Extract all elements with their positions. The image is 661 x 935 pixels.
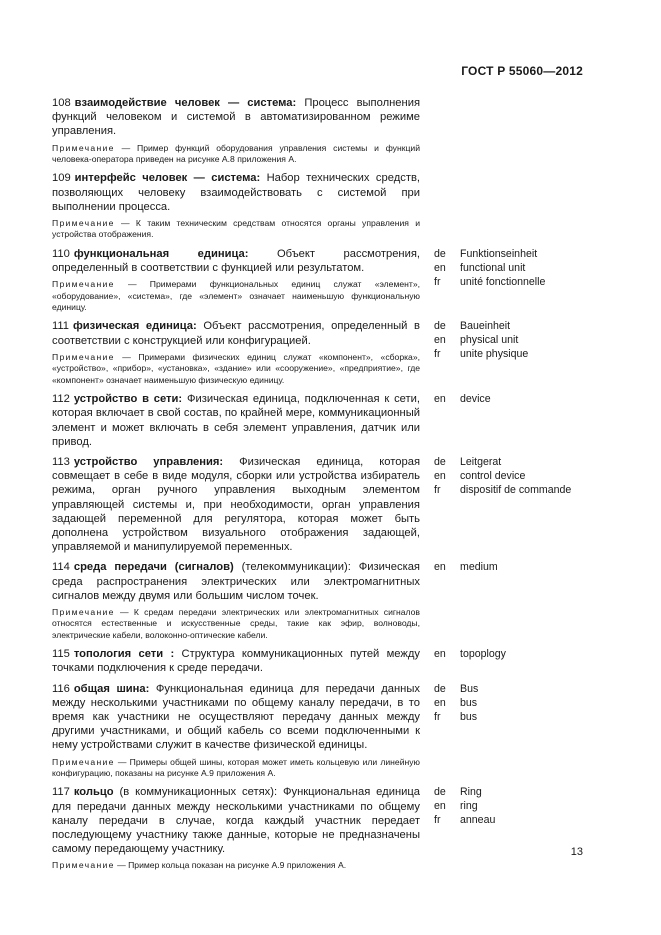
note xyxy=(52,757,420,780)
note-label: Примечание xyxy=(52,606,115,617)
translation-row xyxy=(434,261,588,275)
translated-term: bus xyxy=(460,696,478,709)
language-code: en xyxy=(434,696,446,709)
language-code: en xyxy=(434,800,446,813)
definition xyxy=(52,785,420,871)
term-number: 109 xyxy=(52,172,71,185)
term-entry xyxy=(52,455,588,554)
term-name: функциональная единица: xyxy=(73,247,249,260)
language-code: en xyxy=(434,648,446,661)
term-name: среда передачи (сигналов) xyxy=(73,561,234,574)
definition-text xyxy=(52,785,420,856)
definition xyxy=(52,319,420,386)
translated-term: control device xyxy=(460,469,526,482)
term-number: 113 xyxy=(52,455,70,468)
definition xyxy=(52,647,420,675)
note-text: — Пример кольца показан на рисунке А.9 приложения А. xyxy=(117,860,347,871)
definition xyxy=(52,96,420,165)
translation-row xyxy=(434,647,588,661)
translation-row xyxy=(434,813,588,827)
term-name: общая шина: xyxy=(73,682,150,695)
term-entry xyxy=(52,647,588,675)
translation-row xyxy=(434,455,588,469)
term-number: 110 xyxy=(52,247,70,260)
translated-term: topoplogy xyxy=(460,648,506,661)
definition-text xyxy=(52,455,420,554)
translation-row xyxy=(434,275,588,289)
translation-row xyxy=(434,696,588,710)
language-code: de xyxy=(434,786,446,799)
translation-row xyxy=(434,247,588,261)
translations xyxy=(434,247,588,314)
term-definition: Объект рассмотрения, определенный в соответствии с конструкцией или конфигурацией. xyxy=(52,320,421,347)
translated-term: anneau xyxy=(460,814,496,827)
language-code: de xyxy=(434,682,446,695)
note xyxy=(52,218,420,241)
term-name: взаимодействие человек — система: xyxy=(74,97,297,109)
term-definition: Физическая единица, которая совмещает в себе в виде модуля, сборки или устройства избиратель режима, орган ручного управления выходным элементом управляющей системы и, при необходимости, орган управления задающей переменной для регулятора, которая может быть дополнена устройством визуального отображения задающей, управляемой и манипулируемой переменных. xyxy=(52,455,420,554)
note-label: Примечание xyxy=(52,218,115,229)
translations xyxy=(434,96,588,165)
translation-row xyxy=(434,469,588,483)
translations xyxy=(434,647,588,675)
term-number: 112 xyxy=(52,393,70,406)
definition xyxy=(52,560,420,641)
page-number: 13 xyxy=(570,846,583,858)
translation-row xyxy=(434,710,588,724)
term-entry xyxy=(52,96,588,165)
translated-term: dispositif de commande xyxy=(460,483,572,496)
note-label: Примечание xyxy=(52,860,115,871)
term-entry xyxy=(52,247,588,314)
language-code: de xyxy=(434,247,446,260)
term-entry xyxy=(52,682,588,780)
term-name: топология сети : xyxy=(73,648,175,661)
translations xyxy=(434,785,588,871)
note-label: Примечание xyxy=(52,279,115,290)
language-code: fr xyxy=(434,814,441,827)
terms-list xyxy=(52,96,588,878)
translated-term: functional unit xyxy=(460,261,526,274)
definition xyxy=(52,455,420,554)
note-text: — Примерами физических единиц служат «компонент», «сборка», «устройство», «прибор», «установка», «здание» или «сооружение», «предприятие», где «компонент» означает наименьшую физическую единицу. xyxy=(52,351,420,385)
translated-term: Baueinheit xyxy=(460,320,511,333)
note xyxy=(52,860,420,871)
language-code: de xyxy=(434,455,446,468)
term-definition: Функциональная единица для передачи данных между несколькими участниками по общему каналу передачи, в то время как участники не осуществляют передачу данных между другими участниками, и общий кабель со всеми подключенными к нему устройствами служит в качестве физической единицы. xyxy=(52,682,420,752)
note-text: — Примеры общей шины, которая может иметь кольцевую или линейную конфигурацию, показаны на рисунке А.9 приложения А. xyxy=(52,756,420,778)
language-code: en xyxy=(434,261,446,274)
language-code: en xyxy=(434,469,446,482)
term-definition: Физическая единица, подключенная к сети, которая включает в свой состав, по крайней мере, коммуникационный элемент и может включать в себя элемент управления, датчик или привод. xyxy=(52,393,420,448)
term-entry xyxy=(52,392,588,449)
definition-text xyxy=(52,171,420,214)
definition-text xyxy=(52,682,420,753)
definition-text xyxy=(52,560,420,603)
translations xyxy=(434,392,588,449)
language-code: fr xyxy=(434,710,441,723)
definition-text xyxy=(52,392,420,449)
translations xyxy=(434,319,588,386)
note xyxy=(52,279,420,313)
note xyxy=(52,143,420,166)
definition-text xyxy=(52,319,420,347)
translation-row xyxy=(434,560,588,574)
note-text: — К средам передачи электрических или электромагнитных сигналов относятся естественные и искусственные среды, такие как эфир, волноводы, электрические кабели, волоконно-оптические кабели. xyxy=(52,606,420,640)
term-entry xyxy=(52,319,588,386)
term-entry xyxy=(52,785,588,871)
definition xyxy=(52,392,420,449)
language-code: de xyxy=(434,320,446,333)
term-definition: Объект рассмотрения, определенный в соответствии с функцией или результатом. xyxy=(52,247,421,275)
term-name: устройство в сети: xyxy=(73,393,183,406)
translated-term: Funktionseinheit xyxy=(460,247,538,260)
term-name: физическая единица: xyxy=(73,320,197,333)
language-code: fr xyxy=(434,348,441,361)
term-entry xyxy=(52,171,588,240)
language-code: fr xyxy=(434,483,441,496)
term-number: 115 xyxy=(52,648,70,661)
translation-row xyxy=(434,785,588,799)
note xyxy=(52,607,420,641)
term-definition: (в коммуникационных сетях): Функциональная единица для передачи данных между несколькими участниками по общему каналу передачи в случае, когда каждый участник передает последующему участнику также данные, которые не предназначены самому передающему участнику. xyxy=(52,786,420,856)
term-definition: Набор технических средств, позволяющих человеку взаимодействовать с системой при выполнении процесса. xyxy=(52,172,421,213)
translation-row xyxy=(434,347,588,361)
document-header: ГОСТ Р 55060—2012 xyxy=(461,64,583,78)
term-number: 108 xyxy=(52,97,71,109)
translations xyxy=(434,682,588,780)
definition-text xyxy=(52,247,420,275)
definition-text xyxy=(52,647,420,675)
definition xyxy=(52,171,420,240)
note-label: Примечание xyxy=(52,756,115,767)
definition-text xyxy=(52,96,420,139)
translation-row xyxy=(434,483,588,497)
term-number: 117 xyxy=(52,786,70,799)
translation-row xyxy=(434,682,588,696)
language-code: en xyxy=(434,561,446,574)
term-definition: Структура коммуникационных путей между точками подключения к среде передачи. xyxy=(52,648,420,675)
translated-term: medium xyxy=(460,561,498,574)
term-definition: (телекоммуникации): Физическая среда распространения электрических или электромагнитных сигналов между двумя или большим числом точек. xyxy=(52,561,420,602)
language-code: en xyxy=(434,334,446,347)
note xyxy=(52,352,420,386)
translated-term: device xyxy=(460,393,491,406)
translated-term: Ring xyxy=(460,786,482,799)
note-label: Примечание xyxy=(52,351,115,362)
note-label: Примечание xyxy=(52,142,115,153)
term-entry xyxy=(52,560,588,641)
term-name: устройство управления: xyxy=(73,455,224,468)
language-code: fr xyxy=(434,275,441,288)
translated-term: ring xyxy=(460,800,478,813)
definition xyxy=(52,682,420,780)
term-name: интерфейс человек — система: xyxy=(74,172,261,185)
language-code: en xyxy=(434,393,446,406)
translations xyxy=(434,560,588,641)
translated-term: bus xyxy=(460,710,478,723)
term-number: 114 xyxy=(52,561,70,574)
translations xyxy=(434,171,588,240)
translated-term: unité fonctionnelle xyxy=(460,275,546,288)
definition xyxy=(52,247,420,314)
term-number: 116 xyxy=(52,682,70,695)
translations xyxy=(434,455,588,554)
translation-row xyxy=(434,392,588,406)
term-number: 111 xyxy=(52,320,70,333)
translated-term: Leitgerat xyxy=(460,455,502,468)
translated-term: unite physique xyxy=(460,348,529,361)
translation-row xyxy=(434,333,588,347)
note-text: — Примерами функциональных единиц служат «элемент», «оборудование», «система», где «элемент» означает наименьшую функциональную единицу. xyxy=(52,279,421,313)
translation-row xyxy=(434,799,588,813)
note-text: — Пример функций оборудования управления системы и функций человека-оператора приведен на рисунке А.8 приложения А. xyxy=(52,142,420,165)
translated-term: physical unit xyxy=(460,334,519,347)
term-definition: Процесс выполнения функций человеком и системой в автоматизированном режиме управления. xyxy=(52,97,421,138)
note-text: — К таким техническим средствам относятся органы управления и устройства отображения. xyxy=(52,218,420,240)
translation-row xyxy=(434,319,588,333)
translated-term: Bus xyxy=(460,682,479,695)
term-name: кольцо xyxy=(73,786,114,799)
